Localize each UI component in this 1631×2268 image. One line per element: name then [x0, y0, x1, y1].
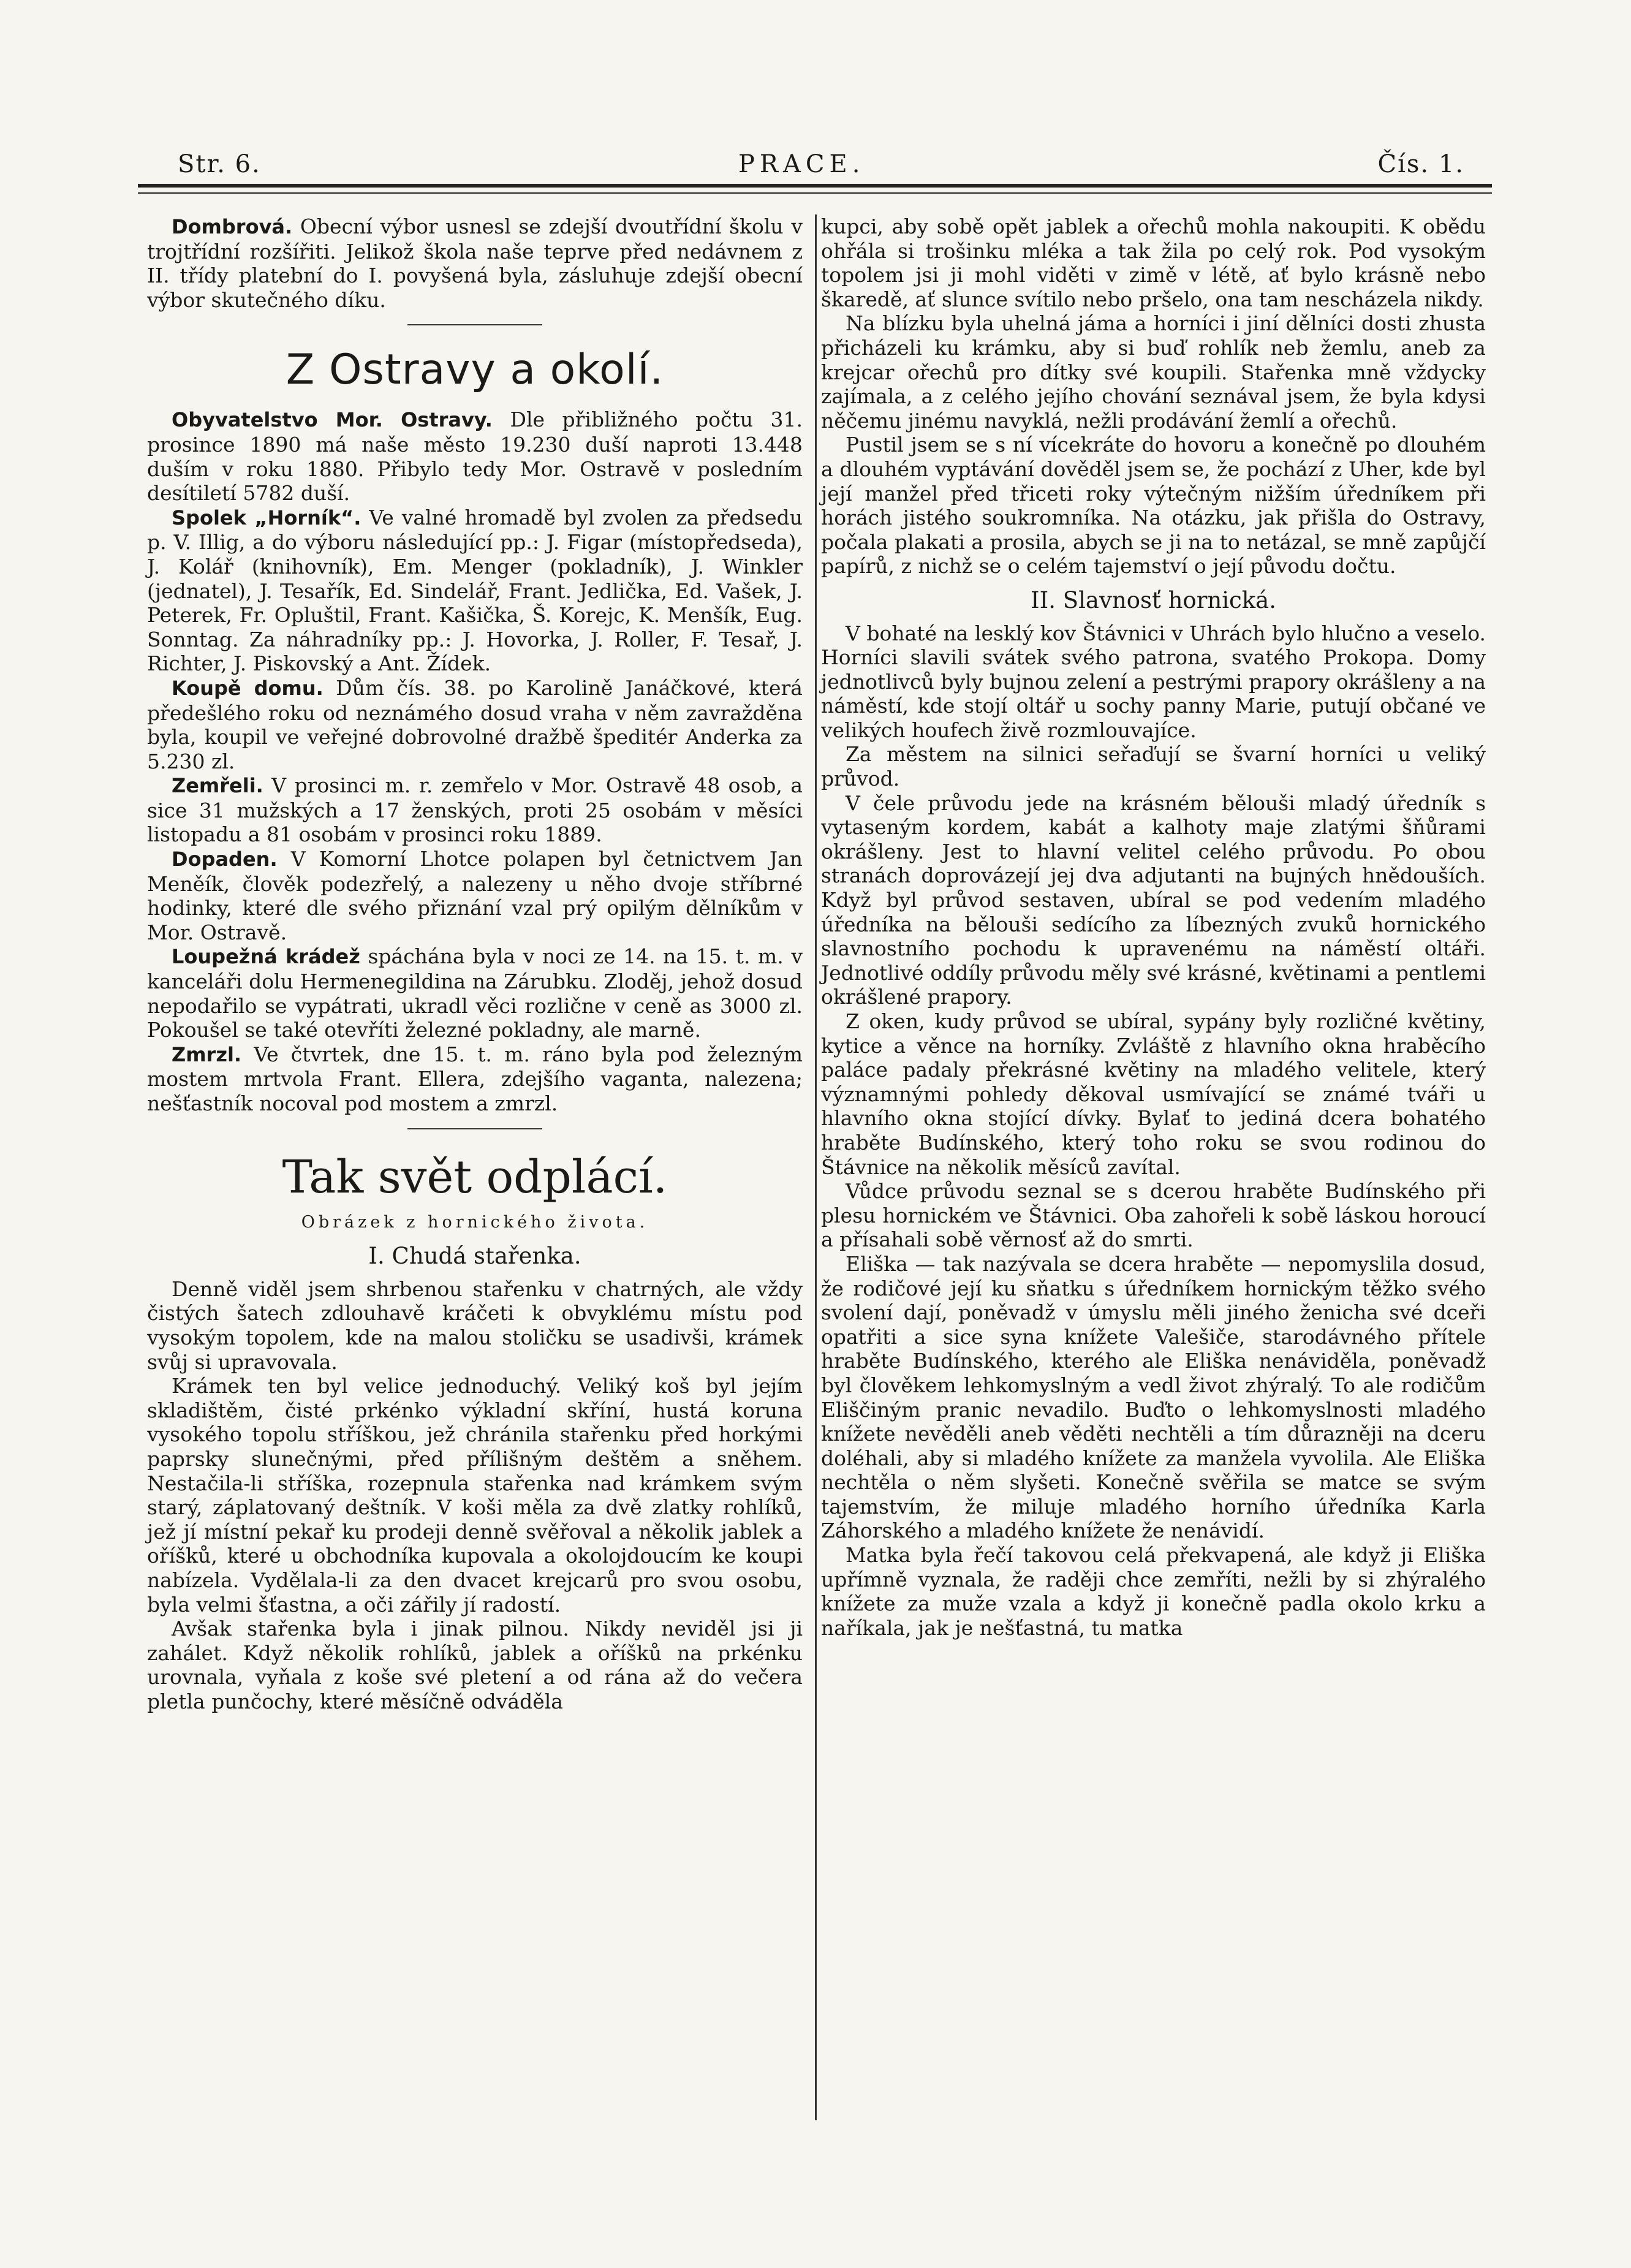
news-kicker: Obyvatelstvo Mor. Ostravy. [172, 408, 493, 432]
left-column [147, 214, 803, 1713]
page-number: Str. 6. [178, 150, 261, 178]
story-paragraph: Vůdce průvodu seznal se s dcerou hraběte Budínského při plesu hornickém ve Štávnici. Oba zahořeli k sobě láskou horoucí a přísahali sobě věrnosť až do smrti. [821, 1179, 1486, 1252]
news-text: Ve valné hromadě byl zvolen za předsedu p. V. Illig, a do výboru následující pp.: J. Figar (místopředseda), J. Kolář (knihovník), Em. Menger (pokladník), J. Winkler (jednatel), J. Tesařík, Ed. Sindelář, Frant. Jedlička, Ed. Vašek, J. Peterek, Fr. Opluštil, Frant. Kašička, Š. Korejc, K. Menšík, Eug. Sonntag. Za náhradníky pp.: J. Hovorka, J. Roller, F. Tesař, J. Richter, J. Piskovský a Ant. Žídek. [147, 505, 803, 676]
news-kicker: Spolek „Horník“. [172, 506, 361, 529]
newspaper-title: PRACE. [738, 150, 865, 178]
news-kicker: Zemřeli. [172, 774, 263, 798]
news-item [147, 944, 803, 1042]
chapter-heading: I. Chudá stařenka. [368, 1243, 581, 1270]
story-title: Tak svět odplácí. [282, 1150, 668, 1204]
news-text: V prosinci m. r. zemřelo v Mor. Ostravě 48 osob, a sice 31 mužských a 17 ženských, proti 25 osobám v měsíci listopadu a 81 osobám v prosinci roku 1889. [147, 773, 803, 847]
story-paragraph: Z oken, kudy průvod se ubíral, sypány byly rozličné květiny, kytice a věnce na horníky. Zvláště z hlavního okna hraběcího paláce padaly překrásné květiny na mladého velitele, který významnými pohledy děkoval usmívající se známé tváři u hlavního okna stojící dívky. Bylať to jediná dcera bohatého hraběte Budínského, který toho roku se svou rodinou do Štávnice na několik měsíců zavítal. [821, 1009, 1486, 1179]
chapter-heading: II. Slavnosť hornická. [1030, 586, 1277, 613]
story-paragraph: Matka byla řečí takovou celá překvapená, ale když ji Eliška upřímně vyznala, že raději chce zemříti, nežli by si zhýralého knížete za muže vzala a když ji konečně padla okolo krku a naříkala, jak je nešťastná, tu matka [821, 1543, 1486, 1640]
story-paragraph: Na blízku byla uhelná jáma a horníci i jiní dělníci dosti zhusta přicházeli ku krámku, aby si buď rohlík neb žemlu, aneb za krejcar ořechů pro dítky své koupili. Stařenka mně vždycky zajímala, a z celého jejího chování seznával jsem, že byla kdysi něčemu jinému navyklá, nežli prodávání žemlí a ořechů. [821, 311, 1486, 433]
section-title: Z Ostravy a okolí. [286, 346, 664, 395]
news-item [147, 1042, 803, 1116]
separator-rule [407, 1128, 542, 1129]
story-paragraph: Eliška — tak nazývala se dcera hraběte — nepomyslila dosud, že rodičové její ku sňatku s úředníkem hornickým těžko svého svolení dají, poněvadž v úmyslu měli jiného ženicha své dceři opatřiti a sice syna knížete Valešiče, starodávného přítele hraběte Budínského, kterého ale Eliška nenáviděla, poněvadž byl člověkem lehkomyslným a vedl život zhýralý. To ale rodičům Eliščiným pranic nevadilo. Buďto o lehkomyslnosti mladého knížete nevěděli aneb věděti nechtěli a tím důrazněji na dceru doléhali, aby si mladého knížete za manžela vyvolila. Ale Eliška nechtěla o něm slyšeti. Konečně svěřila se matce se svým tajemstvím, že miluje mladého horního úředníka Karla Záhorského a mladého knížete že nenávidí. [821, 1251, 1486, 1543]
story-paragraph: Za městem na silnici seřaďují se švarní horníci u veliký průvod. [821, 742, 1486, 791]
news-kicker: Loupežná krádež [172, 945, 360, 969]
news-kicker: Zmrzl. [172, 1042, 242, 1066]
story-paragraph: V bohaté na lesklý kov Štávnici v Uhrách bylo hlučno a veselo. Horníci slavili svátek svého patrona, svatého Prokopa. Domy jednotlivců byly bujnou zelení a pestrými prapory okrášleny a na náměstí, kde stojí oltář u sochy panny Marie, putují občané ve velikých houfech živě rozmlouvajíce. [821, 621, 1486, 742]
page-header [141, 144, 1477, 187]
news-item [147, 773, 803, 847]
story-paragraph: Pustil jsem se s ní vícekráte do hovoru a konečně po dlouhém a dlouhém vyptávání dověděl jsem se, že pochází z Uher, kde byl její manžel před třiceti roky výtečným nižším úředníkem při horách jistého soukromníka. Na otázku, jak přišla do Ostravy, počala plakati a prosila, abych se ji na to netázal, se mně zapůjčí papírů, z nichž se o celém tajemství o její původu dočtu. [821, 433, 1486, 578]
news-kicker: Dopaden. [172, 848, 278, 871]
story-paragraph: Denně viděl jsem shrbenou stařenku v chatrných, ale vždy čistých šatech zdlouhavě kráčeti k obvyklému místu pod vysokým topolem, kde na malou stoličku se usadivši, krámek svůj si upravovala. [147, 1276, 803, 1374]
story-paragraph: kupci, aby sobě opět jablek a ořechů mohla nakoupiti. K obědu ohřála si trošinku mléka a tak žila po celý rok. Pod vysokým topolem jsi ji mohl viděti v zimě v létě, ať bylo krásně nebo škaredě, ať slunce svítilo nebo pršelo, ona tam nescházela nikdy. [821, 214, 1486, 311]
news-item [147, 506, 803, 676]
story-paragraph: V čele průvodu jede na krásném bělouši mladý úředník s vytaseným kordem, kabát a kalhoty maje zlatými šňůrami okrášleny. Jest to hlavní velitel celého průvodu. Po obou stranách doprovázejí jej dva adjutanti na bujných hnědouších. Když byl průvod sestaven, ubíral se pod vedením mladého úředníka na bělouši sedícího za líbezných zvuků hornického slavnostního pochodu k upravenému na náměstí oltáři. Jednotlivé oddíly průvodu měly své krásné, květinami a pentlemi okrášlené prapory. [821, 791, 1486, 1009]
issue-number: Čís. 1. [1377, 150, 1464, 178]
news-item-dombrova [147, 214, 803, 312]
column-divider [815, 214, 817, 2120]
story-subtitle: Obrázek z hornického života. [301, 1212, 649, 1232]
story-paragraph: Avšak stařenka byla i jinak pilnou. Nikdy neviděl jsi ji zahálet. Když několik rohlíků, jablek a oříšků na prkénku urovnala, vyňala z koše své pletení a od rána až do večera pletla punčochy, které měsíčně odváděla [147, 1617, 803, 1713]
news-text: spáchána byla v noci ze 14. na 15. t. m. v kanceláři dolu Hermenegildina na Zárubku. Zloděj, jehož dosud nepodařilo se vypátrati, ukradl věci rozlične v ceně as 3000 zl. Pokoušel se také otevříti železné pokladny, ale marně. [147, 944, 803, 1042]
news-kicker: Dombrová. [172, 215, 293, 238]
news-text: V Komorní Lhotce polapen byl četnictvem Jan Meněík, člověk podezřelý, a nalezeny u něho dvoje stříbrné hodinky, které dle svého přiznání vzal prý opilým dělníkům v Mor. Ostravě. [147, 847, 803, 944]
news-text: Dle přibližného počtu 31. prosince 1890 má naše město 19.230 duší naproti 13.448 duším v roku 1880. Přibylo tedy Mor. Ostravě v posledním desítiletí 5782 duší. [147, 408, 803, 506]
news-text: Obecní výbor usnesl se zdejší dvoutřídní školu v trojtřídní rozšířiti. Jelikož škola naše teprve před nedávnem z II. třídy platební do I. povyšená byla, zásluhuje zdejší obecní výbor skutečného díku. [147, 214, 803, 312]
right-column [821, 214, 1486, 1640]
news-text: Ve čtvrtek, dne 15. t. m. ráno byla pod železným mostem mrtvola Frant. Ellera, zdejšího vaganta, nalezena; nešťastník nocoval pod mostem a zmrzl. [147, 1042, 803, 1115]
separator-rule [407, 324, 542, 325]
news-kicker: Koupě domu. [172, 676, 324, 700]
news-item [147, 847, 803, 944]
news-text: Dům čís. 38. po Karolině Janáčkové, která předešlého roku od neznámého dosud vraha v něm zavražděna byla, koupil ve veřejné dobrovolné dražbě špeditér Anderka za 5.230 zl. [147, 675, 803, 773]
story-paragraph: Krámek ten byl velice jednoduchý. Veliký koš byl jejím skladištěm, čisté prkénko výkladní skříní, hustá koruna vysokého topolu stříškou, jež chránila stařenku před horkými paprsky slunečnými, před přílišným deštěm a sněhem. Nestačila-li stříška, rozepnula stařenka nad krámkem svým starý, záplatovaný deštník. V koši měla za dvě zlatky rohlíků, jež jí místní pekař ku prodeji denně svěřoval a několik jablek a oříšků, které u obchodníka kupovala a okolojdoucím ke koupi nabízela. Vydělala-li za den dvacet krejcarů pro svou osobu, byla velmi šťastna, a oči zářily jí radostí. [147, 1374, 803, 1617]
news-item [147, 676, 803, 773]
news-item [147, 408, 803, 505]
header-rule [138, 184, 1492, 194]
